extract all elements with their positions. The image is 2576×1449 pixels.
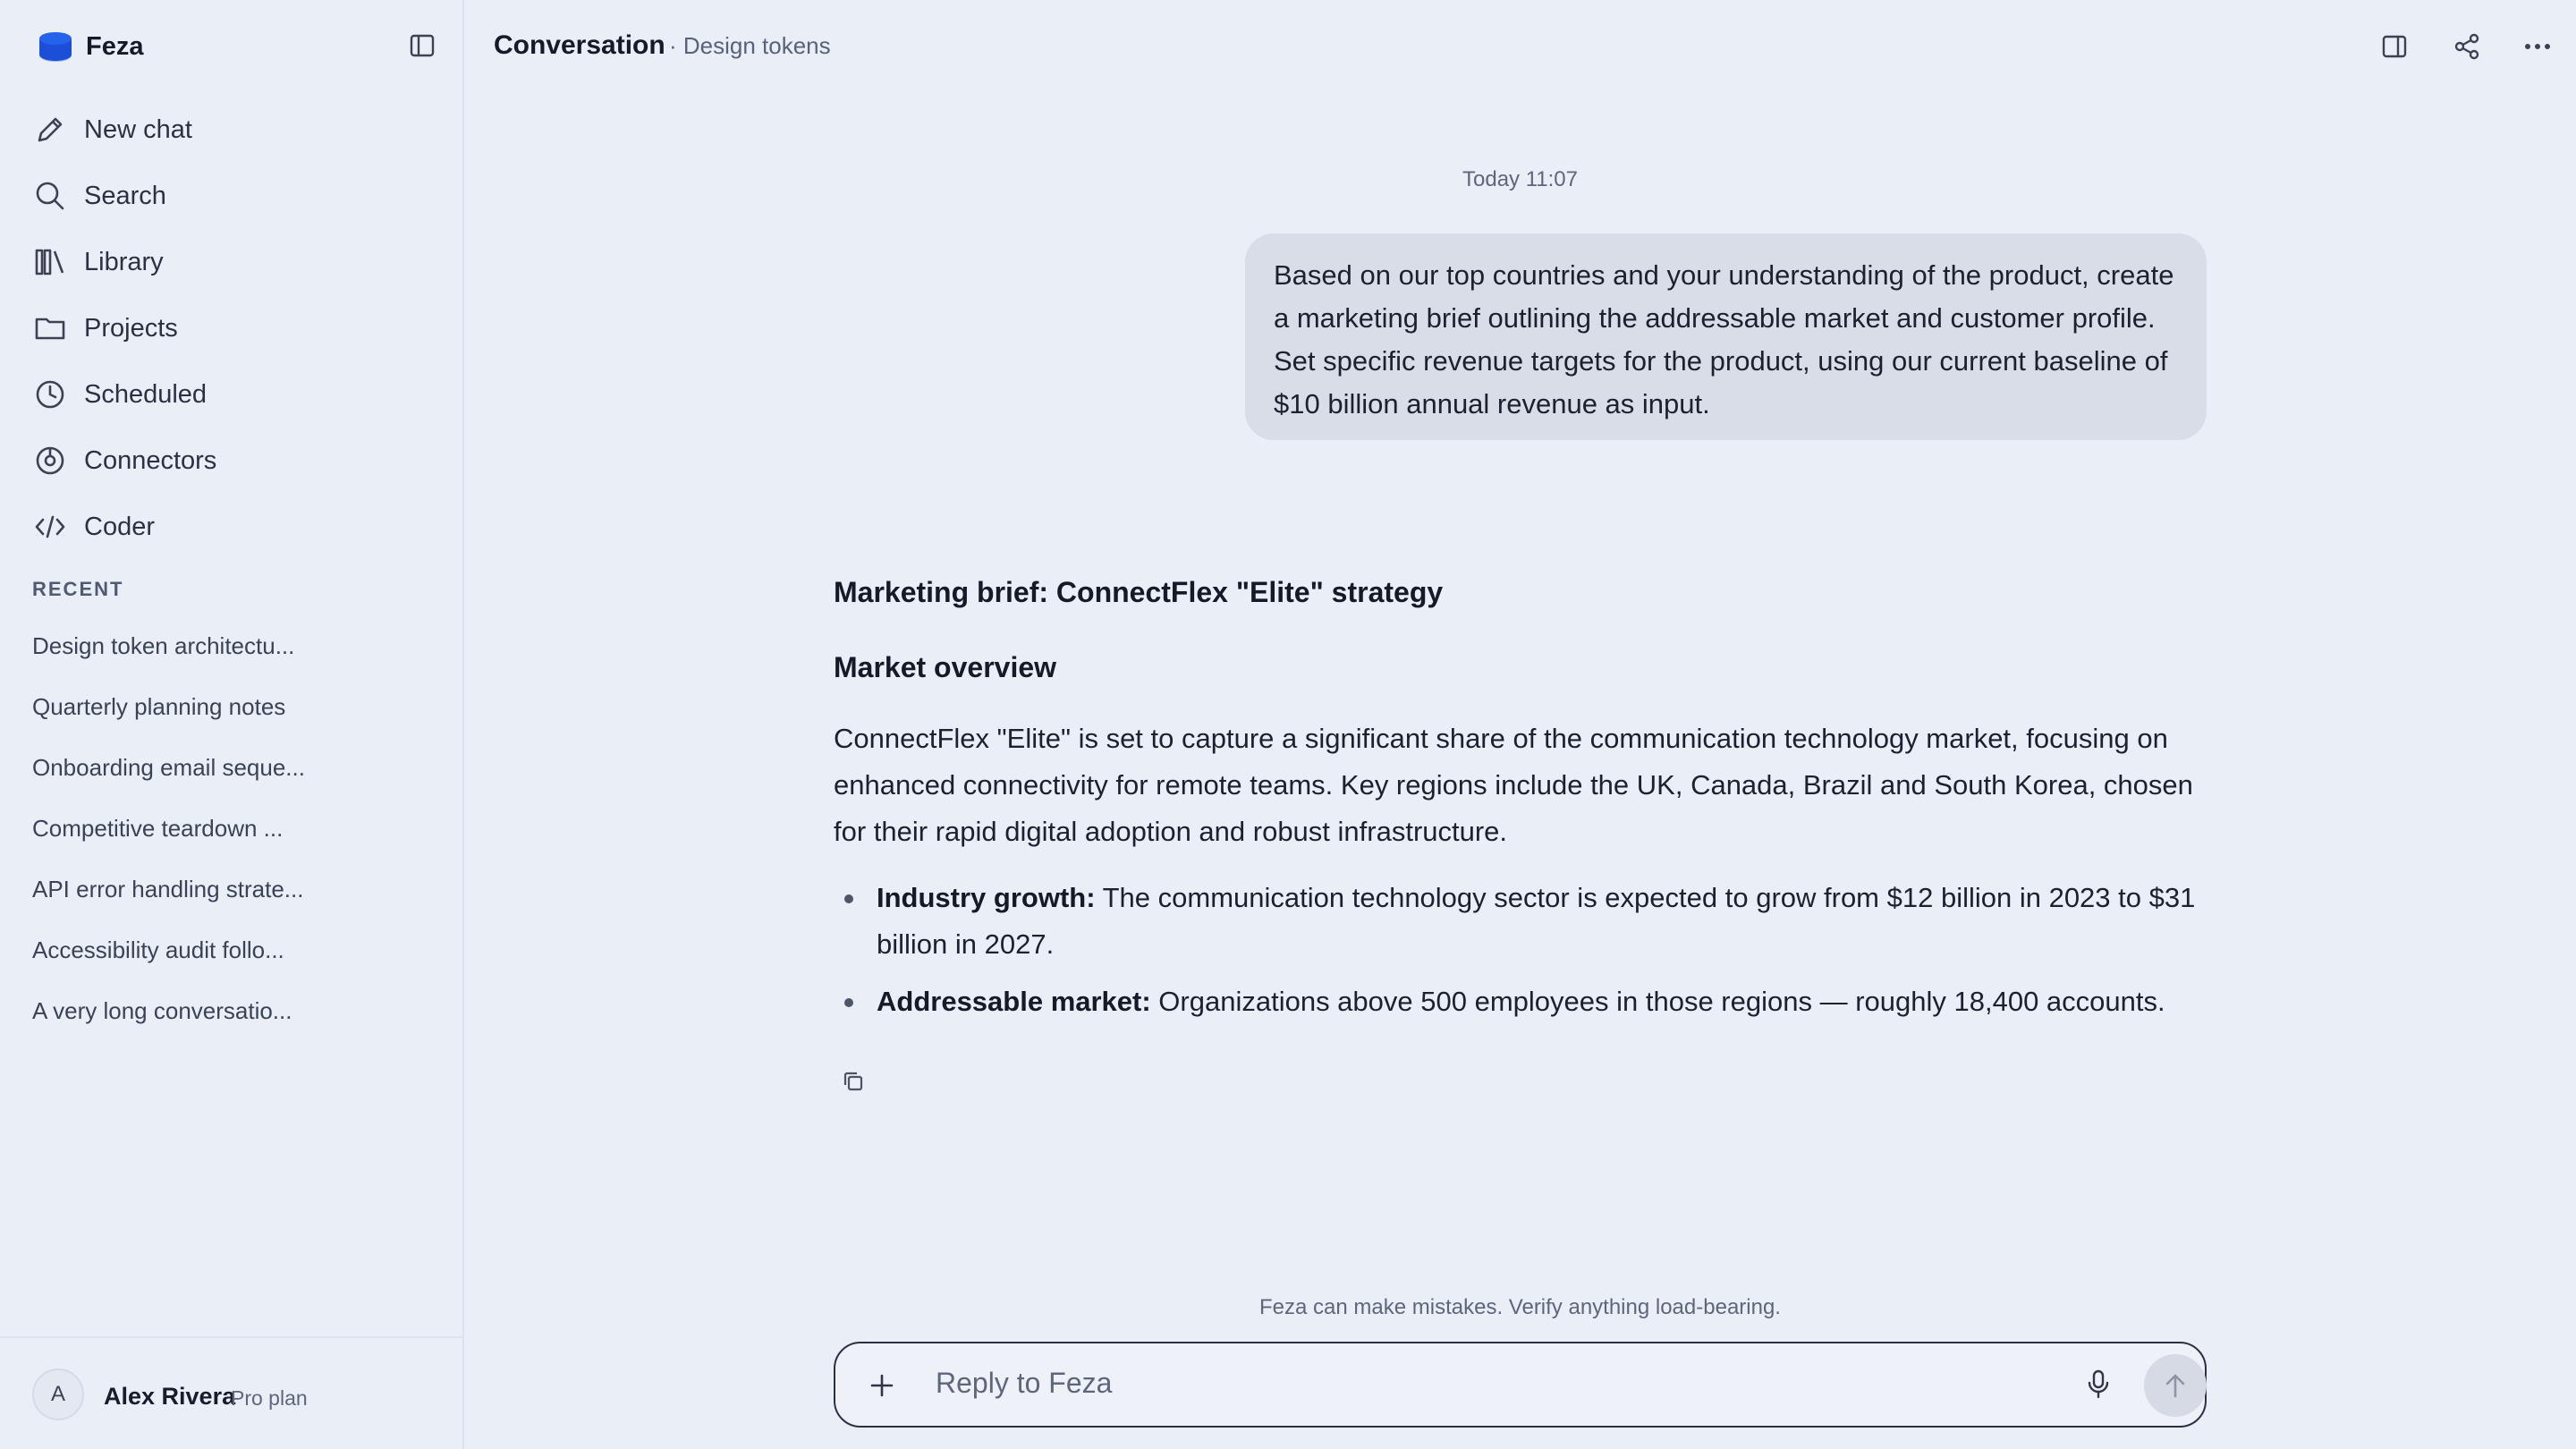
conversation-pane <box>464 0 2576 1449</box>
code-icon <box>34 511 66 543</box>
search-icon <box>34 180 66 212</box>
add-attachment-icon[interactable] <box>864 1368 900 1403</box>
answer-paragraph: ConnectFlex "Elite" is set to capture a significant share of the communication technology market, focusing on enhanced connectivity for remote teams. Key regions include the UK, Canada, Brazil and South Korea, chosen for their rapid digital adoption and robust infrastructure. <box>834 723 2193 847</box>
account-menu[interactable] <box>0 1336 464 1449</box>
bullet-text: The communication technology sector is expected to grow from $12 billion in 2023 to $31 billion in 2027. <box>877 882 2196 960</box>
folder-icon <box>34 312 66 344</box>
nav-search[interactable] <box>0 163 464 229</box>
nav-label: Projects <box>84 313 178 343</box>
pencil-icon <box>34 114 66 146</box>
recent-item[interactable]: A very long conversatio... <box>32 996 292 1024</box>
answer-title: Marketing brief: ConnectFlex "Elite" strategy <box>834 576 1444 608</box>
brand[interactable] <box>34 27 143 66</box>
microphone-icon[interactable] <box>2080 1367 2116 1402</box>
nav-label: New chat <box>84 114 192 144</box>
bullet-label: Industry growth: <box>877 882 1096 913</box>
assistant-message <box>834 572 2207 1036</box>
user-plan: Pro plan <box>231 1386 308 1410</box>
conversation-subtitle: · Design tokens <box>669 32 831 59</box>
recent-item[interactable]: Quarterly planning notes <box>32 692 286 720</box>
bullet-label: Addressable market: <box>877 986 1151 1017</box>
nav-label: Scheduled <box>84 379 208 409</box>
nav-coder[interactable] <box>0 494 464 560</box>
recent-item[interactable]: Competitive teardown ... <box>32 814 284 842</box>
copy-icon[interactable] <box>838 1066 869 1097</box>
composer <box>834 1342 2207 1428</box>
recent-item[interactable]: Design token architectu... <box>32 631 295 659</box>
nav-label: Library <box>84 247 164 276</box>
nav-label: Coder <box>84 512 155 541</box>
nav-connectors[interactable] <box>0 428 464 494</box>
nav-projects[interactable] <box>0 295 464 361</box>
disclaimer-text: Feza can make mistakes. Verify anything load-bearing. <box>1259 1295 1781 1319</box>
answer-bullet-list <box>834 875 2207 1025</box>
send-button[interactable] <box>2144 1354 2207 1417</box>
more-options-icon[interactable] <box>2520 29 2555 64</box>
bullet-text: Organizations above 500 employees in those regions — roughly 18,400 accounts. <box>1150 986 2165 1017</box>
nav-label: Search <box>84 181 166 210</box>
reply-input[interactable]: Reply to Feza <box>936 1367 1113 1399</box>
avatar: A <box>32 1368 84 1420</box>
nav-label: Connectors <box>84 445 217 475</box>
recent-list <box>0 615 464 1041</box>
split-view-icon[interactable] <box>2377 29 2412 64</box>
recent-item[interactable]: Onboarding email seque... <box>32 753 305 781</box>
feza-logo-icon <box>34 29 77 64</box>
nav-new-chat[interactable] <box>0 97 464 163</box>
recent-item[interactable]: API error handling strate... <box>32 875 304 902</box>
list-item <box>834 979 2207 1025</box>
recent-item[interactable]: Accessibility audit follo... <box>32 936 284 963</box>
message-timestamp: Today 11:07 <box>1462 167 1578 191</box>
share-icon[interactable] <box>2449 29 2485 64</box>
user-message: Based on our top countries and your understanding of the product, create a marketing brief outlining the addressable market and customer profile. Set specific revenue targets for the product, using our current baseline of $10 billion annual revenue as input. <box>1245 233 2207 440</box>
recent-section-label: RECENT <box>32 578 124 600</box>
library-icon <box>34 246 66 278</box>
clock-icon <box>34 378 66 411</box>
bullet-marker <box>844 894 853 903</box>
answer-section-heading: Market overview <box>834 651 1057 683</box>
sidebar <box>0 0 464 1449</box>
nav-scheduled[interactable] <box>0 361 464 428</box>
sidebar-nav <box>0 97 464 560</box>
page-title: Conversation <box>494 30 665 60</box>
user-name: Alex Rivera <box>104 1383 236 1410</box>
list-item <box>834 875 2207 968</box>
connectors-icon <box>34 445 66 477</box>
bullet-marker <box>844 998 853 1007</box>
app-name: Feza <box>86 31 144 61</box>
arrow-up-icon <box>2163 1372 2188 1399</box>
sidebar-toggle-icon[interactable] <box>404 30 440 62</box>
nav-library[interactable] <box>0 229 464 295</box>
